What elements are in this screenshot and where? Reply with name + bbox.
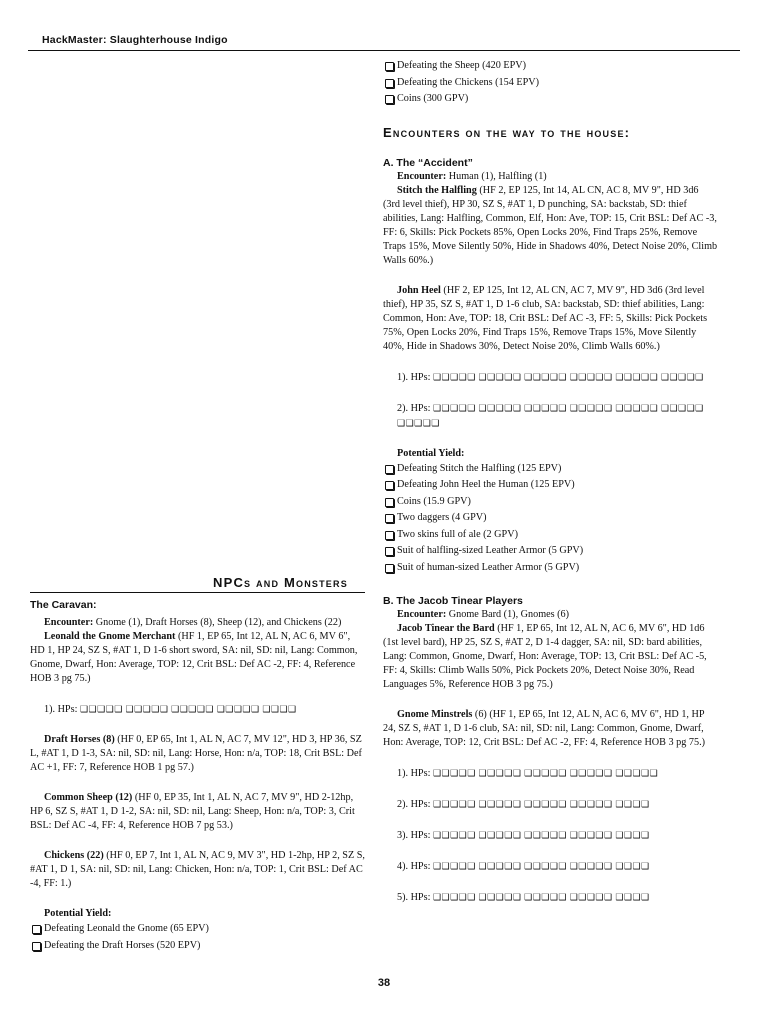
npc-name: Leonald the Gnome Merchant [44,631,176,642]
hp-tracker [383,370,718,385]
yield-item: Defeating Leonald the Gnome (65 EPV) [30,921,365,938]
encounter-text: Gnome (1), Draft Horses (8), Sheep (12), and Chickens (22) [95,617,342,628]
yield-item: Defeating the Chickens (154 EPV) [383,75,718,92]
yield-item: Defeating Stitch the Halfling (125 EPV) [383,461,718,478]
yield-item: Coins (300 GPV) [383,91,718,108]
hp-checkboxes[interactable]: ❑❑❑❑❑ ❑❑❑❑❑ ❑❑❑❑❑ ❑❑❑❑❑ ❑❑❑❑ [432,830,650,840]
stat-block-leonald [30,630,365,686]
hp-label: 5). HPs: [397,892,431,903]
hp-checkboxes[interactable]: ❑❑❑❑❑ ❑❑❑❑❑ ❑❑❑❑❑ ❑❑❑❑❑ ❑❑❑❑❑ ❑❑❑❑❑ ❑❑❑❑❑ [397,402,704,428]
npc-name: Jacob Tinear the Bard [397,623,495,634]
npc-stats: (HF 2, EP 125, Int 12, AL CN, AC 7, MV 9", HD 3d6 (3rd level thief), HP 35, SZ S, #AT 1, D 1-6 club, SA: backstab, SD: thief abilities, Lang: Common, Hon: Ave, TOP: 18, Crit BSL: Def AC -3, FF: 5, Skills: Pick Pockets 75%, Open Locks 20%, Find Traps 15%, Remove Traps 15%, Move Silently 40%, Hide in Shadows 30%, Detect Noise 20%, Climb Walls 60%.) [383,284,708,352]
hp-label: 2). HPs: [397,799,431,810]
left-column [30,598,365,954]
hp-checkboxes[interactable]: ❑❑❑❑❑ ❑❑❑❑❑ ❑❑❑❑❑ ❑❑❑❑❑ ❑❑❑❑ [432,799,650,809]
yield-item: Defeating John Heel the Human (125 EPV) [383,477,718,494]
hp-label: 1). HPs: [44,704,78,715]
yield-item: Defeating the Sheep (420 EPV) [383,58,718,75]
stat-block-sheep [30,791,365,833]
encounter-line [383,608,718,622]
yield-item: Suit of halfling-sized Leather Armor (5 GPV) [383,543,718,560]
encounter-line [383,170,718,184]
subsection-title-caravan: The Caravan: [30,599,97,611]
npc-stats: (HF 0, EP 65, Int 1, AL N, AC 7, MV 12", HD 3, HP 36, SZ L, #AT 1, D 1-3, SA: nil, SD: nil, Lang: Horse, Hon: n/a, TOP: 18, Crit BSL: Def AC +1, FF: 7, Reference HOB 1 pg 57.) [30,734,362,773]
hp-tracker [383,890,718,905]
npc-name: Gnome Minstrels [397,709,473,720]
potential-yield-label: Potential Yield: [44,908,112,919]
npc-name: Stitch the Halfling [397,184,477,196]
hp-tracker [383,859,718,874]
subsection-title-accident: A. The “Accident” [383,156,473,169]
hp-label: 1). HPs: [397,371,431,383]
stat-block-john [383,284,718,354]
yield-item: Two daggers (4 GPV) [383,510,718,527]
encounter-line [30,616,365,630]
yield-item: Coins (15.9 GPV) [383,494,718,511]
stat-block-jacob [383,622,718,692]
encounter-text: Gnome Bard (1), Gnomes (6) [448,609,570,620]
stat-block-chickens [30,849,365,891]
encounter-label: Encounter: [44,617,94,628]
hp-label: 3). HPs: [397,830,431,841]
hp-checkboxes[interactable]: ❑❑❑❑❑ ❑❑❑❑❑ ❑❑❑❑❑ ❑❑❑❑❑ ❑❑❑❑ [432,861,650,871]
page-number: 38 [377,977,391,989]
npc-stats: (HF 2, EP 125, Int 14, AL CN, AC 8, MV 9", HD 3d6 (3rd level thief), HP 30, SZ S, #AT 1, D punching, SA: backstab, SD: thief abilities, Lang: Halfling, Common, Elf, Hon: Ave, TOP: 15, Crit BSL: Def AC -3, FF: 6, Skills: Pick Pockets 85%, Open Locks 20%, Find Traps 25%, Remove Traps 15%, Move Silently 50%, Hide in Shadows 40%, Detect Noise 20%, Climb Walls 60%.) [383,184,718,266]
hp-checkboxes[interactable]: ❑❑❑❑❑ ❑❑❑❑❑ ❑❑❑❑❑ ❑❑❑❑❑ ❑❑❑❑❑ ❑❑❑❑❑ [432,371,704,382]
hp-tracker [30,702,365,717]
hp-tracker [383,828,718,843]
running-header: HackMaster: Slaughterhouse Indigo [42,34,228,46]
encounter-label: Encounter: [397,609,447,620]
yield-item: Defeating the Draft Horses (520 EPV) [30,938,365,955]
npc-stats: (HF 0, EP 7, Int 1, AL N, AC 9, MV 3", HD 1-2hp, HP 2, SZ S, #AT 1, D 1, SA: nil, SD: nil, Lang: Chicken, Hon: n/a, TOP: 1, Crit BSL: Def AC -4, FF: 1.) [30,850,365,889]
hp-label: 2). HPs: [397,402,431,414]
header-rule [28,50,740,51]
stat-block-horses [30,733,365,775]
section-rule [30,592,365,593]
right-column [383,58,718,905]
section-title-encounters: Encounters on the way to the house: [383,124,631,140]
subsection-title-players: B. The Jacob Tinear Players [383,595,523,607]
npc-name: Chickens (22) [44,850,104,861]
npc-stats: (6) (HF 1, EP 65, Int 12, AL N, AC 6, MV 6", HD 1, HP 24, SZ S, #AT 1, D 1-6 club, SA: nil, SD: nil, Lang: Common, Gnome, Dwarf, Hon: Average, TOP: 12, Crit BSL: Def AC -2, FF: 4, Reference HOB 3 pg 75.) [383,709,706,748]
hp-tracker [383,797,718,812]
hp-label: 1). HPs: [397,768,431,779]
yield-item: Suit of human-sized Leather Armor (5 GPV) [383,560,718,577]
encounter-label: Encounter: [397,170,447,182]
hp-checkboxes[interactable]: ❑❑❑❑❑ ❑❑❑❑❑ ❑❑❑❑❑ ❑❑❑❑❑ ❑❑❑❑ [79,704,297,714]
hp-tracker [383,766,718,781]
encounter-text: Human (1), Halfling (1) [448,170,547,182]
npc-name: Common Sheep (12) [44,792,133,803]
stat-block-minstrels [383,708,718,750]
npc-name: Draft Horses (8) [44,734,115,745]
hp-label: 4). HPs: [397,861,431,872]
hp-tracker [383,401,718,431]
potential-yield-label: Potential Yield: [397,447,465,459]
npc-stats: (HF 1, EP 65, Int 12, AL N, AC 6, MV 6", HD 1, HP 24, SZ S, #AT 1, D 1-6 short sword, SA: nil, SD: nil, Lang: Common, Gnome, Dwarf, Hon: Average, TOP: 12, Crit BSL: Def AC -2, FF: 4, Reference HOB 3 pg 75.) [30,631,358,684]
stat-block-stitch [383,184,718,268]
npc-name: John Heel [397,284,441,296]
section-title-npcs: NPCs and Monsters [213,575,348,590]
hp-checkboxes[interactable]: ❑❑❑❑❑ ❑❑❑❑❑ ❑❑❑❑❑ ❑❑❑❑❑ ❑❑❑❑❑ [432,768,659,778]
yield-item: Two skins full of ale (2 GPV) [383,527,718,544]
npc-stats: (HF 0, EP 35, Int 1, AL N, AC 7, MV 9", HD 2-12hp, HP 6, SZ S, #AT 1, D 1-2, SA: nil, SD: nil, Lang: Sheep, Hon: n/a, TOP: 3, Crit BSL: Def AC -4, FF: 4, Reference HOB 7 pg 53.) [30,792,355,831]
hp-checkboxes[interactable]: ❑❑❑❑❑ ❑❑❑❑❑ ❑❑❑❑❑ ❑❑❑❑❑ ❑❑❑❑ [432,892,650,902]
npc-stats: (HF 1, EP 65, Int 12, AL N, AC 6, MV 6", HD 1d6 (1st level bard), HP 25, SZ S, #AT 2, D 1-4 dagger, SA: nil, SD: bard abilities, Lang: Common, Gnome, Dwarf, Hon: Average, TOP: 13, Crit BSL: Def AC -5, FF: 4, Skills: Climb Walls 50%, Pick Pockets 20%, Detect Noise 30%, Read Languages 5%, Reference HOB 3 pg 75.) [383,623,707,690]
